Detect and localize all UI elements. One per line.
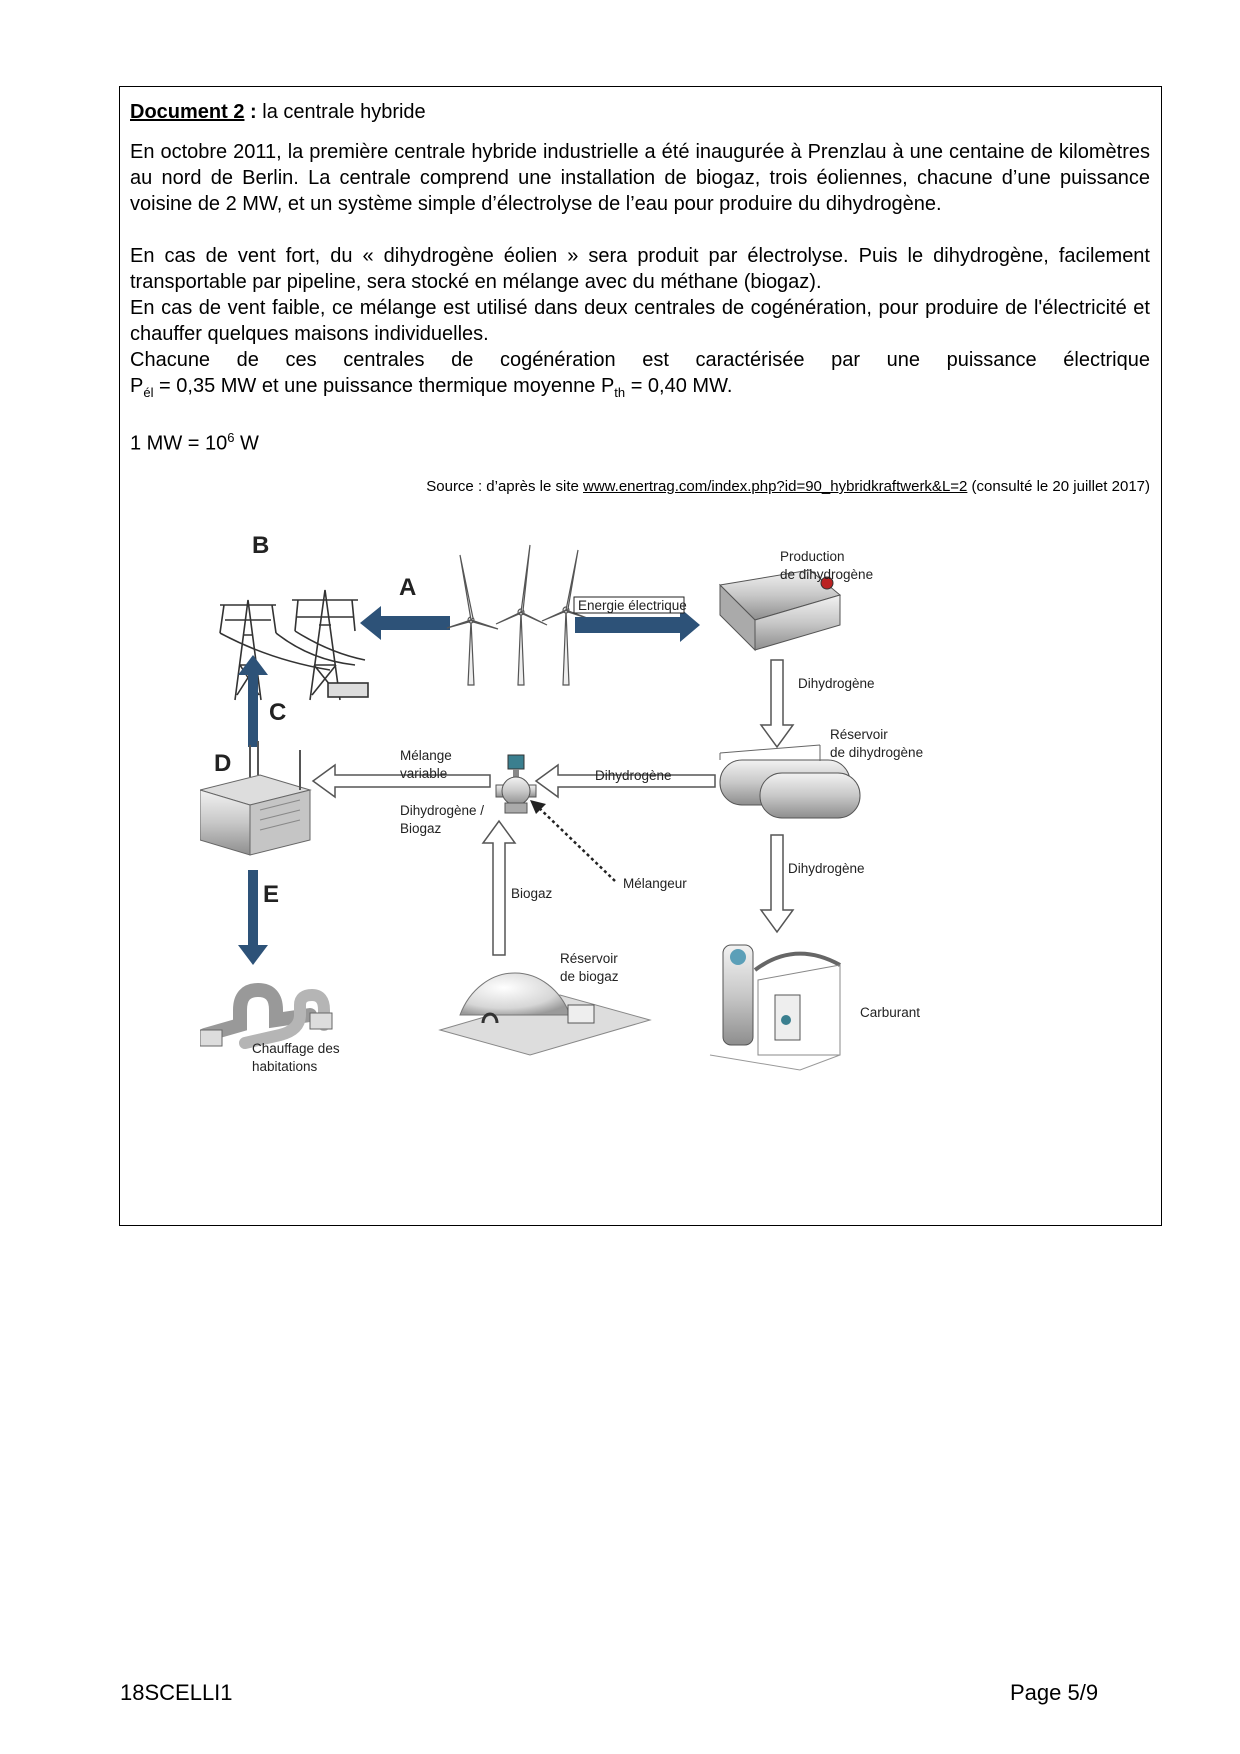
p-el-subscript: él <box>143 385 154 400</box>
label-melange-1: Mélange <box>400 748 452 763</box>
label-dih-biogaz-1: Dihydrogène / <box>400 803 485 818</box>
label-dih-biogaz-2: Biogaz <box>400 821 442 836</box>
p-th-value: = 0,40 MW. <box>625 375 733 397</box>
footer-page: Page 5/9 <box>1010 1680 1099 1705</box>
p-th-subscript: th <box>614 385 626 400</box>
p-el-value: = 0,35 MW et une puissance thermique moyenne <box>153 375 601 397</box>
electrolyser-icon <box>720 570 840 650</box>
letter-d: D <box>214 750 232 777</box>
unit-line <box>130 425 1150 457</box>
label-melange-2: variable <box>400 766 448 781</box>
biogas-reservoir-icon <box>440 973 650 1055</box>
p-el-symbol: P <box>130 375 144 397</box>
label-chauffage-2: habitations <box>252 1059 318 1074</box>
paragraph-4: Chacune de ces centrales de cogénération est caractérisée par une puissance électrique <box>130 349 1150 371</box>
letter-b: B <box>252 535 270 559</box>
label-energie: Energie électrique <box>578 598 687 613</box>
letter-e: E <box>263 881 280 908</box>
melangeur-pointer-head <box>530 800 546 814</box>
heading-separator: : <box>244 101 263 123</box>
document-label: Document 2 <box>130 101 245 123</box>
h2-down-arrow-2 <box>761 835 793 932</box>
power-line <box>130 373 1150 406</box>
label-dihydrogene-2: Dihydrogène <box>788 861 865 876</box>
p-th-symbol: P <box>600 375 615 397</box>
h2-down-arrow-1 <box>761 660 793 747</box>
label-reservoir-bio-1: Réservoir <box>560 951 618 966</box>
wind-turbines-icon <box>447 545 590 685</box>
label-production-1: Production <box>780 549 845 564</box>
paragraph-2: En cas de vent fort, du « dihydrogène éolien » sera produit par électrolyse. Puis le dihydrogène, facilement transportable par pipeline, sera stocké en mélange avec du méthane (biogaz). <box>130 245 1150 293</box>
label-reservoir-h2-2: de dihydrogène <box>830 745 924 760</box>
label-melangeur: Mélangeur <box>623 876 687 891</box>
fuel-station-icon <box>710 945 840 1070</box>
letter-c: C <box>269 699 287 726</box>
hybrid-plant-diagram <box>200 535 990 1170</box>
paragraph-3: En cas de vent faible, ce mélange est utilisé dans deux centrales de cogénération, pour produire de l'électricité et chauffer quelques maisons individuelles. <box>130 297 1150 345</box>
label-production-2: de dihydrogène <box>780 567 874 582</box>
melangeur-pointer <box>536 805 615 881</box>
heating-pipes-icon <box>200 990 332 1046</box>
arrow-a <box>360 606 450 640</box>
power-pylon-icon <box>220 590 368 700</box>
unit-left: 1 MW = 10 <box>130 432 228 455</box>
source-link[interactable]: www.enertrag.com/index.php?id=90_hybridkraftwerk&L=2 <box>583 478 968 495</box>
unit-right: W <box>234 432 259 455</box>
source-prefix: Source : d’après le site <box>426 478 583 495</box>
source-suffix: (consulté le 20 juillet 2017) <box>967 478 1150 495</box>
label-chauffage-1: Chauffage des <box>252 1041 340 1056</box>
unit-exponent: 6 <box>227 430 235 445</box>
label-carburant: Carburant <box>860 1005 921 1020</box>
label-reservoir-h2-1: Réservoir <box>830 727 888 742</box>
label-biogaz: Biogaz <box>511 886 553 901</box>
footer-code: 18SCELLI1 <box>120 1680 233 1705</box>
document-title: la centrale hybride <box>262 101 426 123</box>
label-dihydrogene-1: Dihydrogène <box>798 676 875 691</box>
letter-a: A <box>399 574 417 601</box>
label-reservoir-bio-2: de biogaz <box>560 969 619 984</box>
document-heading <box>130 99 1150 125</box>
mixer-valve-icon <box>496 755 536 813</box>
label-dihydrogene-3: Dihydrogène <box>595 768 672 783</box>
source-line <box>130 478 1150 496</box>
paragraph-1: En octobre 2011, la première centrale hybride industrielle a été inaugurée à Prenzlau à une centaine de kilomètres au nord de Berlin. La centrale comprend une installation de biogaz, trois éoliennes, chacune d’une puissance voisine de 2 MW, et un système simple d’électrolyse de l’eau pour produire du dihydrogène. <box>130 141 1150 215</box>
